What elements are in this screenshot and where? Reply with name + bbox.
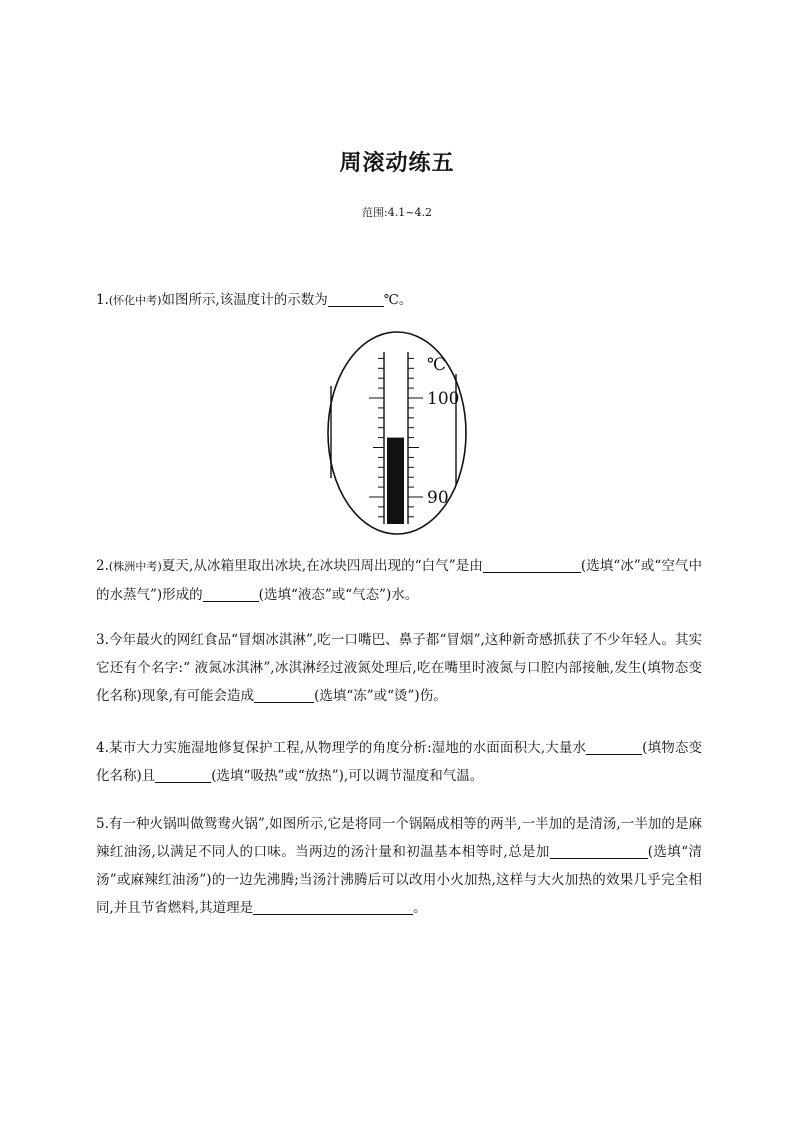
question-2-text-c: (选填“液态”或“气态”)水。 xyxy=(258,587,419,603)
unit-label: ℃ xyxy=(427,355,447,375)
range-subtitle: 范围:4.1~4.2 xyxy=(362,206,432,219)
question-1-text: 如图所示,该温度计的示数为 xyxy=(161,292,328,308)
question-4-text-a: 4.某市大力实施湿地修复保护工程,从物理学的角度分析:湿地的水面面积大,大量水 xyxy=(96,740,587,756)
question-1-source: (怀化中考) xyxy=(108,294,162,307)
question-2-text-b: (选填“冰”或“空气中的水蒸气”)形成的 xyxy=(96,558,702,603)
answer-blank[interactable] xyxy=(254,687,314,703)
answer-blank[interactable] xyxy=(253,899,413,915)
question-2-number: 2. xyxy=(96,558,109,574)
question-3-text-b: (选填“冻”或“烫”)伤。 xyxy=(314,688,447,704)
question-2-source: (株洲中考) xyxy=(108,560,162,573)
question-4 xyxy=(96,734,702,790)
question-2-text-a: 夏天,从冰箱里取出冰块,在冰块四周出现的“白气”是由 xyxy=(161,558,483,574)
answer-blank[interactable] xyxy=(586,739,642,755)
question-3 xyxy=(96,626,702,710)
question-5-text-a: 5.有一种火锅叫做鸳鸯火锅”,如图所示,它是将同一个锅隔成相等的两半,一半加的是清汤,一半加的是麻辣红油汤,以满足不同人的口味。当两边的汤汁量和初温基本相等时,总是加 xyxy=(96,816,702,860)
answer-blank[interactable] xyxy=(155,767,211,783)
question-2 xyxy=(96,552,702,609)
question-1-unit: ℃。 xyxy=(383,292,413,308)
question-4-text-c: (选填“吸热”或“放热”),可以调节湿度和气温。 xyxy=(211,768,484,784)
liquid-column xyxy=(387,438,404,524)
answer-blank[interactable] xyxy=(483,557,581,573)
question-3-text-a: 3.今年最火的网红食品“冒烟冰淇淋”,吃一口嘴巴、鼻子都“冒烟”,这种新奇感抓获了不少年轻人。其实它还有个名字:“ 液氮冰淇淋”,冰淇淋经过液氮处理后,吃在嘴里时液氮与口腔内部接触,发生(填物态变化名称)现象,有可能会造成 xyxy=(96,632,702,704)
page-title: 周滚动练五 xyxy=(339,150,455,176)
question-1 xyxy=(96,286,702,315)
question-1-number: 1. xyxy=(96,292,109,308)
question-5-text-c: 。 xyxy=(413,900,427,916)
answer-blank[interactable] xyxy=(550,843,648,859)
answer-blank[interactable] xyxy=(328,291,384,307)
question-5-text-b: (选填“清汤”或麻辣红油汤”)的一边先沸腾;当汤汁沸腾后可以改用小火加热,这样与大火加热的效果几乎完全相同,并且节省燃料,其道理是 xyxy=(96,844,702,916)
answer-blank[interactable] xyxy=(203,586,259,602)
question-4-text-b: (填物态变化名称)且 xyxy=(96,740,702,784)
scale-label-90: 90 xyxy=(427,488,449,508)
question-5 xyxy=(96,810,702,922)
thermometer-figure xyxy=(317,330,477,540)
scale-label-100: 100 xyxy=(427,389,460,409)
